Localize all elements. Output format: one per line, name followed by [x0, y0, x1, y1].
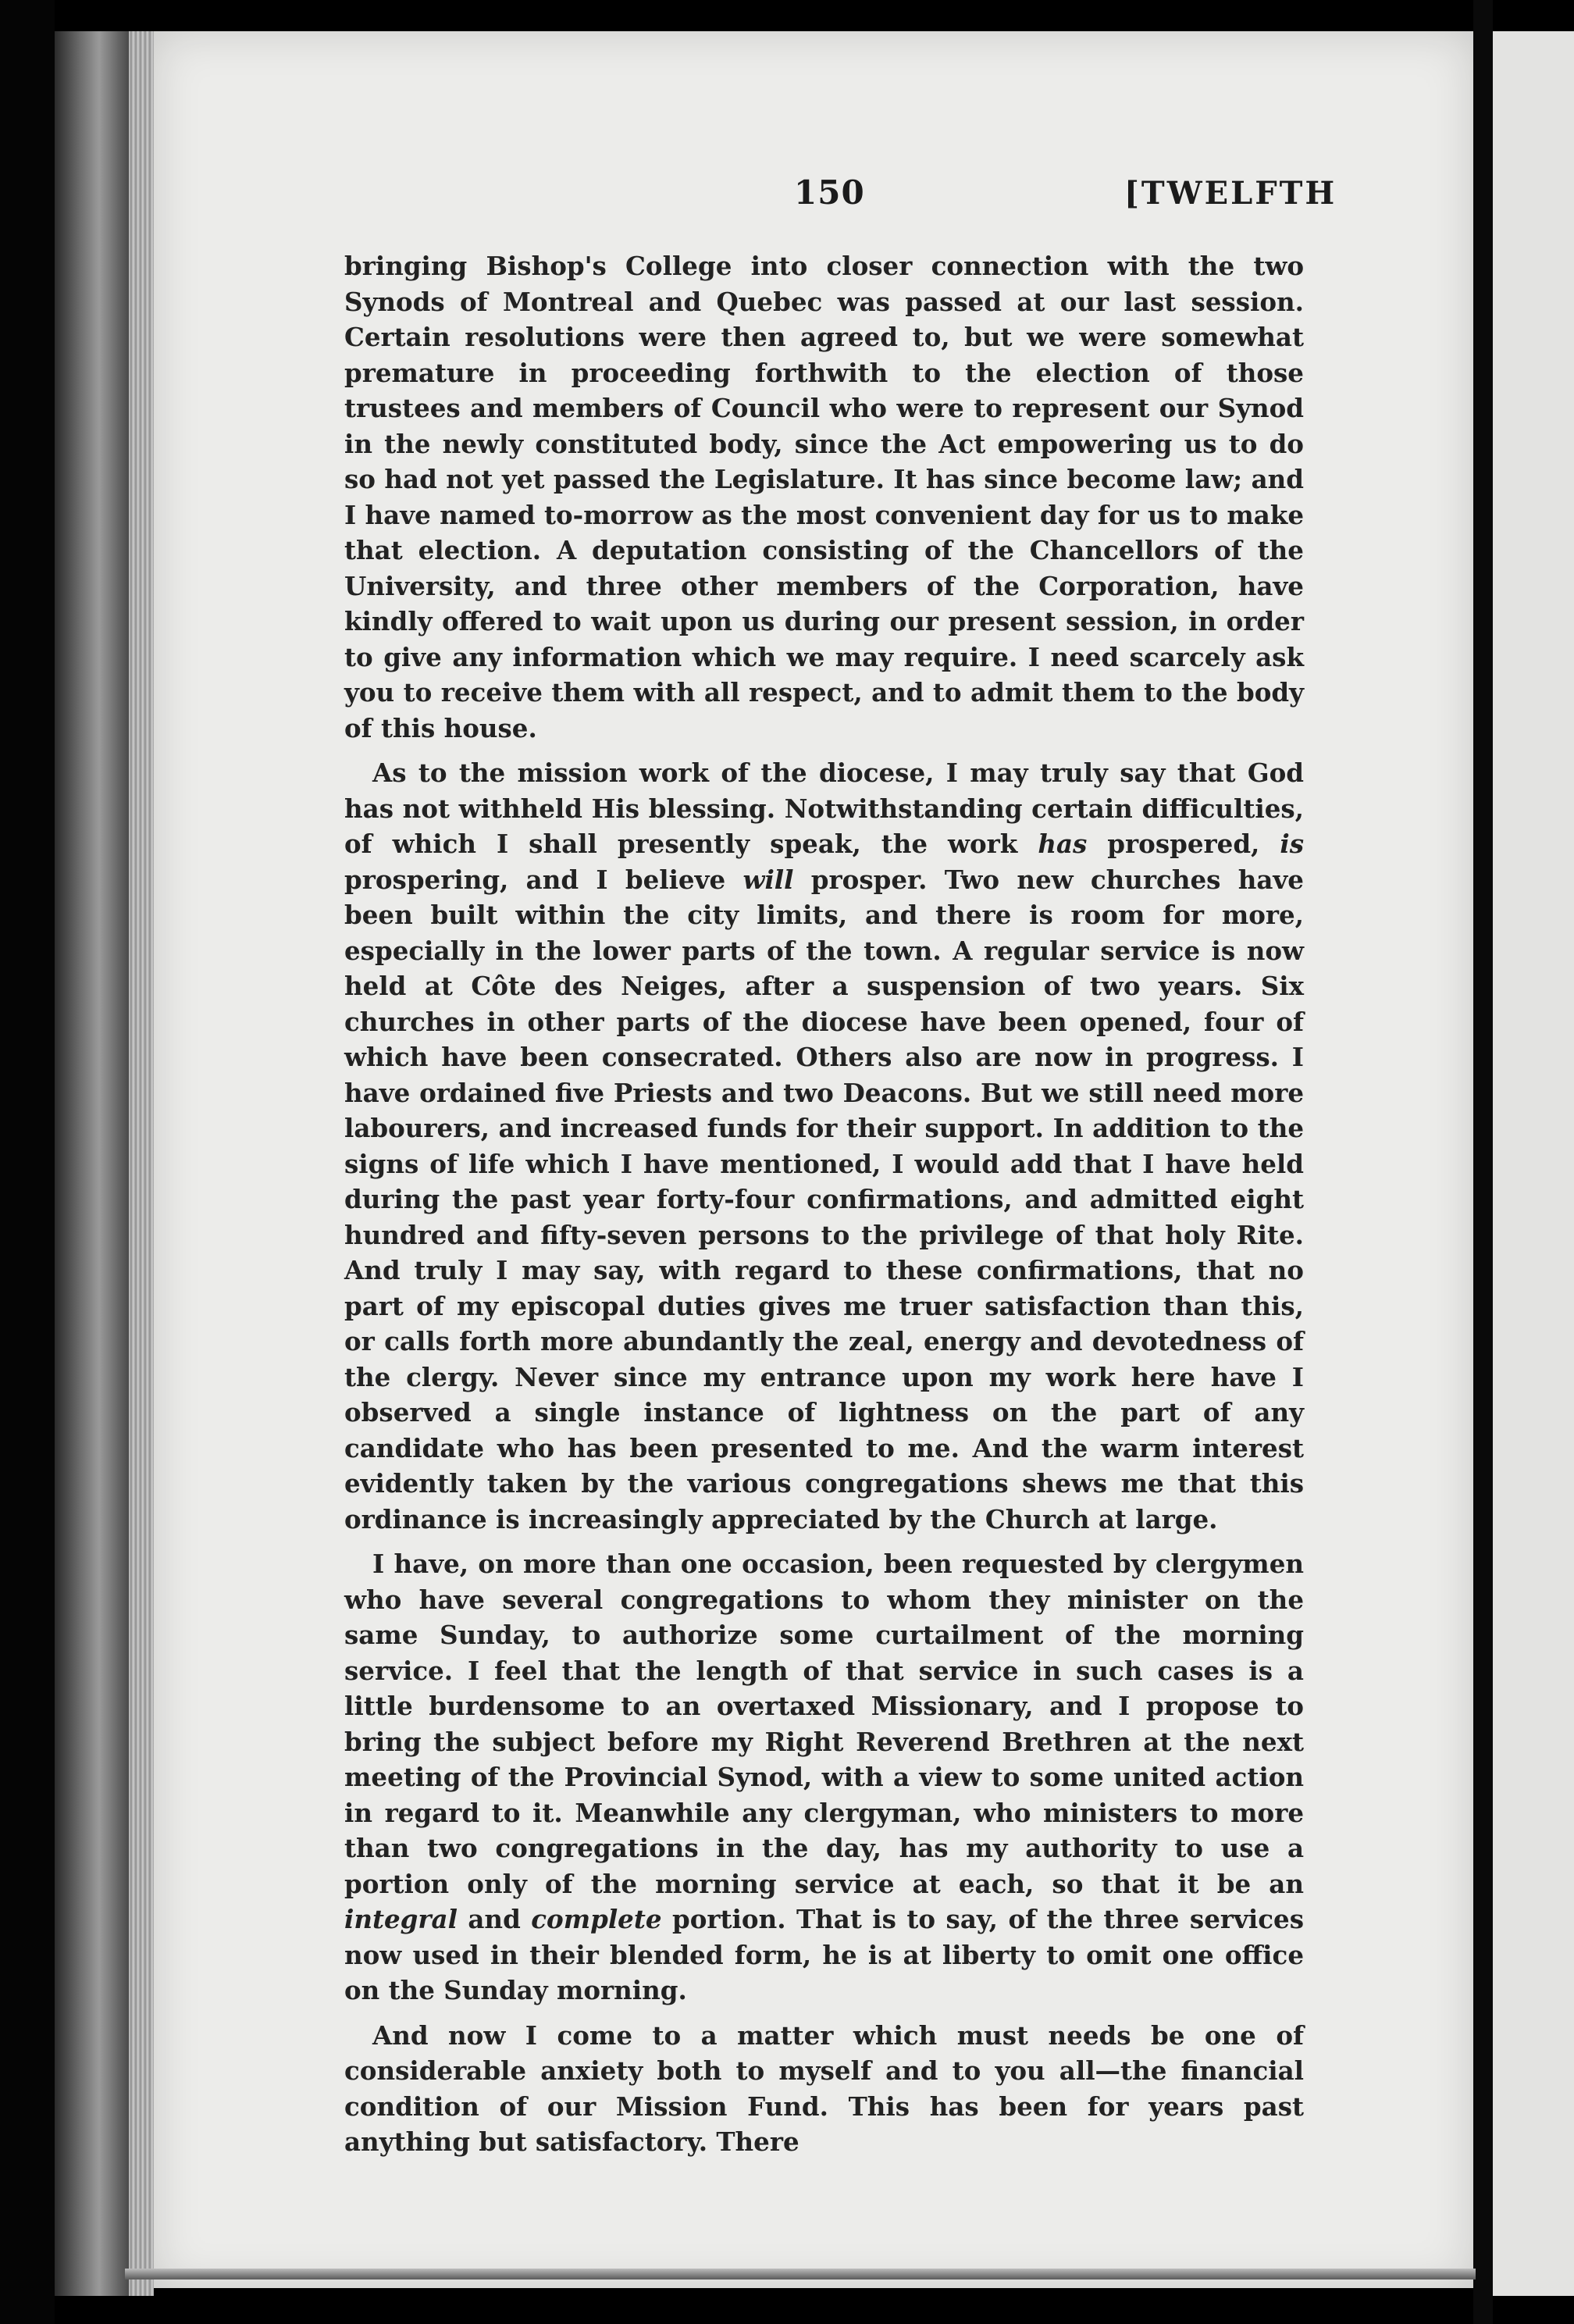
running-head: [TWELFTH	[1124, 175, 1337, 212]
page-bottom-edge	[125, 2269, 1476, 2279]
paragraph-2-text-a: As to the mission work of the diocese, I may truly say that God has not withheld His blessing. Notwithstanding certain difficulties, of which I shall presently speak, the work	[344, 757, 1304, 859]
scan-border-left	[0, 0, 55, 2324]
paragraph-1-text: bringing Bishop's College into closer connection with the two Synods of Montreal and Quebec was passed at our last session. Certain resolutions were then agreed to, but we were somewhat premature in proceeding forthwith to the election of those trustees and members of Council who were to represent our Synod in the newly constituted body, since the Act empowering us to do so had not yet passed the Legislature. It has since become law; and I have named to-morrow as the most convenient day for us to make that election. A deputation consisting of the Chancellors of the University, and three other members of the Corporation, have kindly offered to wait upon us during our present session, in order to give any information which we may require. I need scarcely ask you to receive them with all respect, and to admit them to the body of this house.	[344, 251, 1304, 743]
paragraph-2	[344, 755, 1304, 1537]
paragraph-2-text-d: prosper. Two new churches have been built within the city limits, and there is room for more, especially in the lower parts of the town. A regular service is now held at Côte des Neiges, after a suspension of two years. Six churches in other parts of the diocese have been opened, four of which have been consecrated. Others also are now in progress. I have ordained five Priests and two Deacons. But we still need more labourers, and increased funds for their support. In addition to the signs of life which I have mentioned, I would add that I have held during the past year forty-four confirmations, and admitted eight hundred and fifty-seven persons to the privilege of that holy Rite. And truly I may say, with regard to these confirmations, that no part of my episcopal duties gives me truer satisfaction than this, or calls forth more abundantly the zeal, energy and devotedness of the clergy. Never since my entrance upon my work here have I observed a single instance of lightness on the part of any candidate who has been presented to me. And the warm interest evidently taken by the various congregations shews me that this ordinance is increasingly appreciated by the Church at large.	[344, 864, 1304, 1534]
page-edges	[129, 31, 154, 2296]
scan-gutter-right	[1473, 0, 1493, 2324]
paragraph-2-italic-is: is	[1280, 829, 1304, 859]
body-text	[344, 248, 1304, 2169]
paragraph-3	[344, 1546, 1304, 2009]
paragraph-3-text-b: and	[457, 1904, 532, 1934]
paragraph-2-text-b: prospered,	[1087, 829, 1280, 859]
page-header	[154, 173, 1337, 228]
paragraph-1	[344, 248, 1304, 746]
paragraph-3-italic-integral: integral	[344, 1904, 458, 1934]
book-binding	[55, 31, 129, 2296]
page-number: 150	[794, 173, 865, 212]
paragraph-2-italic-has: has	[1038, 829, 1088, 859]
paragraph-3-text-c: portion. That is to say, of the three services now used in their blended form, he is at liberty to omit one office on the Sunday morning.	[344, 1904, 1304, 2005]
next-page-edge	[1493, 31, 1574, 2296]
paragraph-2-italic-will: will	[742, 864, 794, 895]
paragraph-3-italic-complete: complete	[531, 1904, 662, 1934]
paragraph-4	[344, 2018, 1304, 2160]
paragraph-3-text-a: I have, on more than one occasion, been requested by clergymen who have several congregations to whom they minister on the same Sunday, to authorize some curtailment of the morning service. I feel that the length of that service in such cases is a little burdensome to an overtaxed Missionary, and I propose to bring the subject before my Right Reverend Brethren at the next meeting of the Provincial Synod, with a view to some united action in regard to it. Meanwhile any clergyman, who ministers to more than two congregations in the day, has my authority to use a portion only of the morning service at each, so that it be an	[344, 1549, 1304, 1899]
paragraph-4-text: And now I come to a matter which must needs be one of considerable anxiety both to myself and to you all—the financial condition of our Mission Fund. This has been for years past anything but satisfactory. There	[344, 2019, 1304, 2157]
paragraph-2-text-c: prospering, and I believe	[344, 864, 743, 895]
